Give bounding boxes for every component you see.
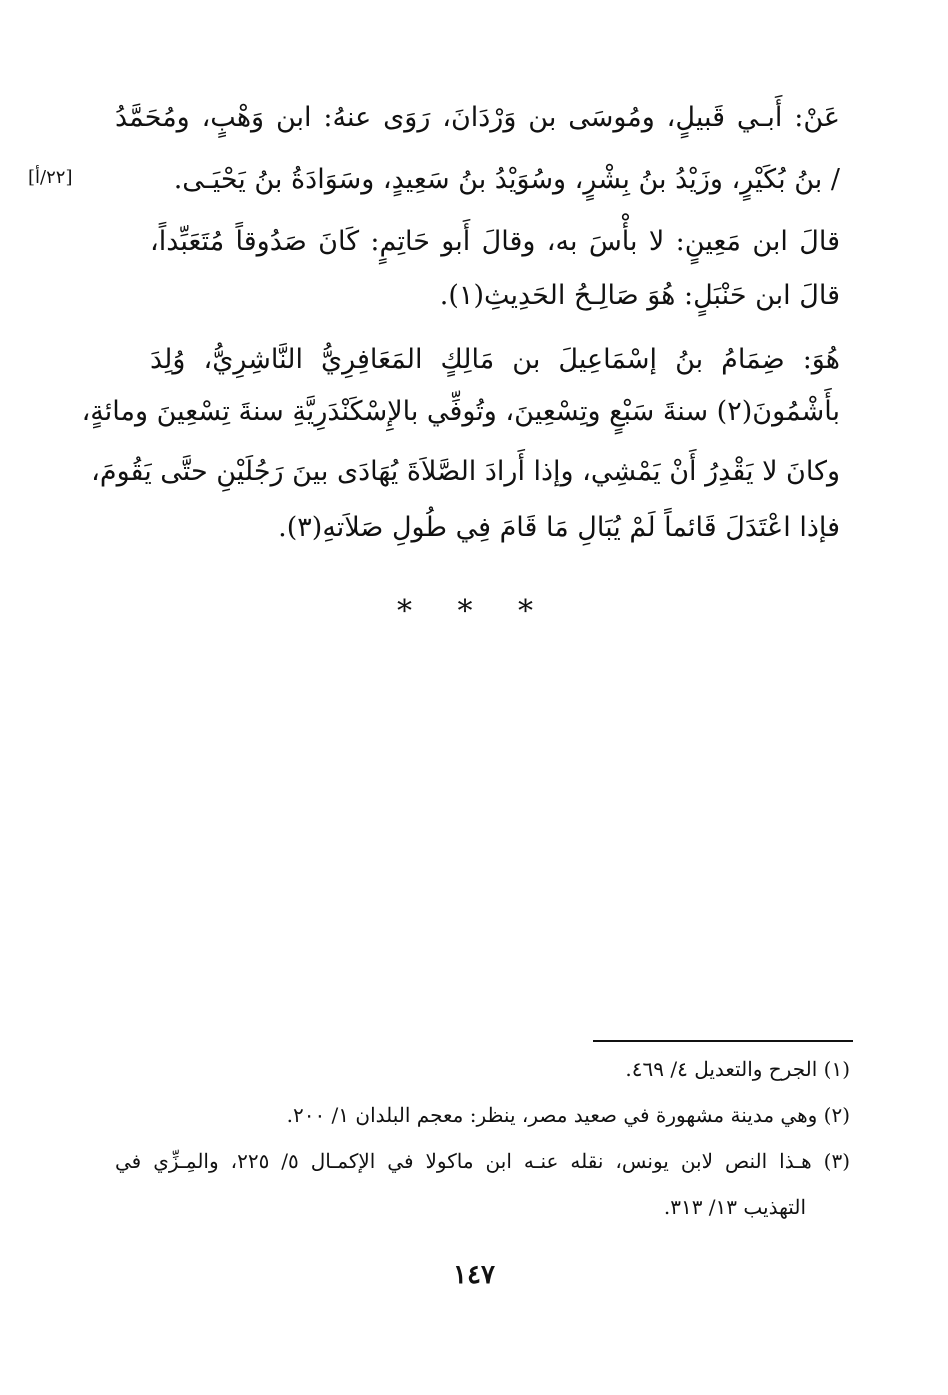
footnote-3-continuation: التهذيب ١٣/ ٣١٣. <box>663 1195 806 1219</box>
footnote-rule <box>593 1040 853 1042</box>
text-line-4: قالَ ابن حَنْبَلٍ: هُوَ صَالِـحُ الحَدِيثِ(١). <box>439 280 840 311</box>
footnote-1: (١) الجرح والتعديل ٤/ ٤٦٩. <box>625 1057 850 1081</box>
text-line-2: / بنُ بُكَيْرٍ، وزَيْدُ بنُ بِشْرٍ، وسُوَيْدُ بنُ سَعِيدٍ، وسَوَادَةُ بنُ يَحْيَـى. <box>173 164 840 195</box>
text-line-7: وكانَ لا يَقْدِرُ أَنْ يَمْشِي، وإذا أَرادَ الصَّلاَةَ يُهَادَى بينَ رَجُلَيْنِ حتَّى يَقُومَ، <box>91 456 840 487</box>
text-line-8: فإذا اعْتَدَلَ قَائماً لَمْ يُبَالِ مَا قَامَ فِي طُولِ صَلاَتهِ(٣). <box>278 512 840 543</box>
footnote-2: (٢) وهي مدينة مشهورة في صعيد مصر، ينظر: معجم البلدان ١/ ٢٠٠. <box>286 1103 850 1127</box>
text-line-3: قالَ ابن مَعِينٍ: لا بأْسَ به، وقالَ أَبو حَاتِمٍ: كَانَ صَدُوقاً مُتَعَبِّداً، <box>150 226 840 257</box>
text-line-6: بأَشْمُونَ(٢) سنةَ سَبْعٍ وتِسْعِينَ، وتُوفِّي بالإِسْكَنْدَرِيَّةِ سنةَ تِسْعِينَ ومائةٍ، <box>81 396 840 427</box>
footnote-3: (٣) هـذا النص لابن يونس، نقله عنـه ابن ماكولا في الإكمـال ٥/ ٢٢٥، والمِـزِّي في <box>115 1149 850 1173</box>
text-line-5: هُوَ: ضِمَامُ بنُ إسْمَاعِيلَ بن مَالِكٍ المَعَافِرِيُّ النَّاشِرِيُّ، وُلِدَ <box>150 344 840 375</box>
section-separator: * * * <box>396 594 552 629</box>
text-line-1: عَنْ: أَبـي قَبيلٍ، ومُوسَى بن وَرْدَانَ، رَوَى عنهُ: ابن وَهْبٍ، ومُحَمَّدُ <box>115 102 840 133</box>
folio-marker: [٢٢/أ] <box>28 167 73 188</box>
page-number: ١٤٧ <box>453 1260 495 1290</box>
